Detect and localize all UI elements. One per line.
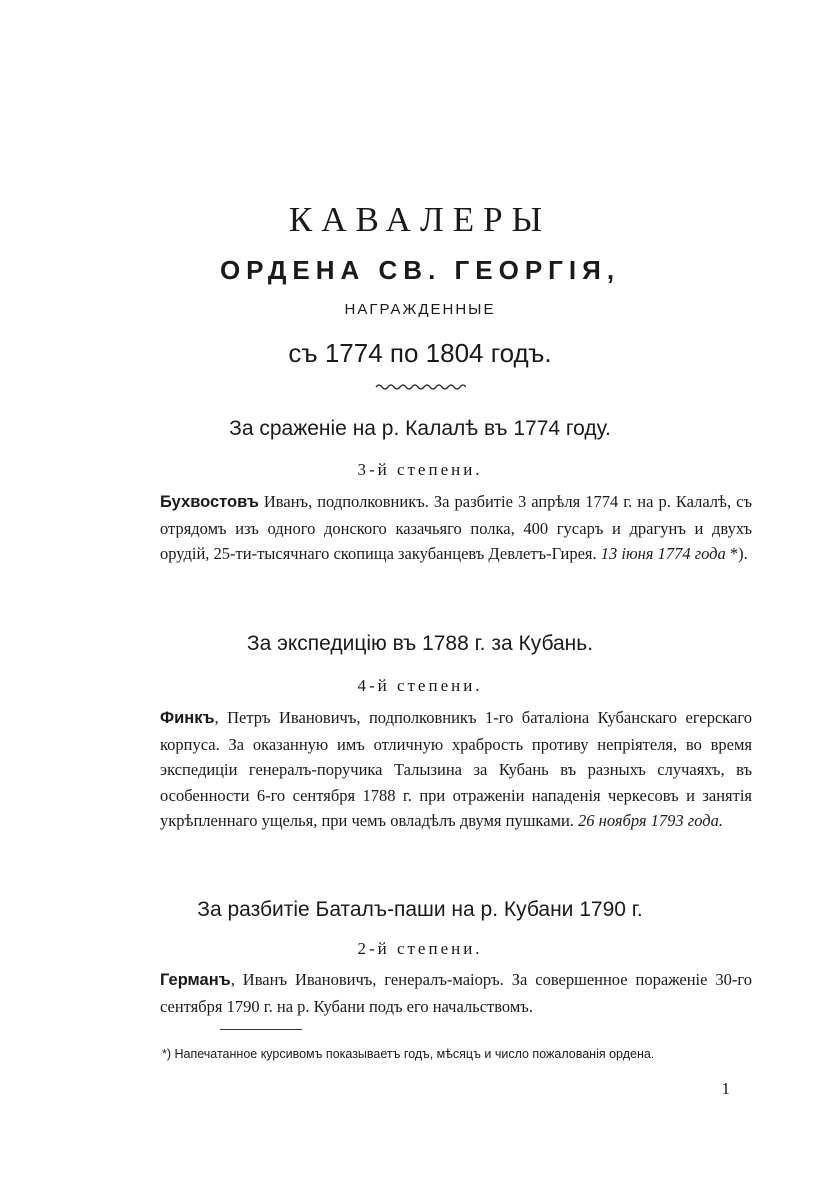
title-line-1: КАВАЛЕРЫ [288,200,552,239]
section-heading-2: За экспедицію въ 1788 г. за Кубань. [246,632,594,655]
entry-text: , Иванъ Ивановичъ, генералъ-маіоръ. За совершенное пораженіе 30-го сентября 1790 г. на р. Кубани подъ его начальствомъ. [160,970,752,1016]
section-entry-3 [160,967,752,1019]
page-number: 1 [721,1079,730,1098]
entry-tail: *). [725,544,748,564]
footnote: *) Напечатанное курсивомъ показываетъ годъ, мѣсяцъ и число пожалованія ордена. [162,1047,655,1061]
section-degree-3: 2-й степени. [357,939,483,958]
title-ornament [0,382,840,392]
title-line-2: ОРДЕНА СВ. ГЕОРГІЯ, [219,255,621,285]
section-entry-2 [160,705,752,834]
entry-name: Германъ [160,971,231,989]
footnote-divider [220,1029,302,1030]
entry-text: Иванъ, подполковникъ. За разбитіе 3 апрѣля 1774 г. на р. Калалѣ, съ отрядомъ изъ одного донского казачьяго полка, 400 гусаръ и драгунъ и двухъ орудій, 25-ти-тысячнаго скопища закубанцевъ Девлетъ-Гирея. [160,492,752,564]
title-line-4: съ 1774 по 1804 годъ. [288,338,552,368]
entry-name: Финкъ [160,709,215,727]
entry-name: Бухвостовъ [160,493,259,511]
section-entry-1 [160,489,752,567]
section-heading-3: За разбитіе Баталъ-паши на р. Кубани 1790 г. [197,898,643,921]
entry-date: 13 іюня 1774 года [600,544,726,564]
entry-text: , Петръ Ивановичъ, подполковникъ 1-го баталіона Кубанскаго егерскаго корпуса. За оказанную имъ отличную храбрость противу непріятеля, во время экспедиціи генералъ-поручика Талызина за Кубань въ разныхъ случаяхъ, въ особенности 6-го сентября 1788 г. при отраженіи нападенія черкесовъ и занятія укрѣпленнаго ущелья, при чемъ овладѣлъ двумя пушками. [160,708,752,831]
section-heading-1: За сраженіе на р. Калалѣ въ 1774 году. [229,417,611,440]
section-degree-2: 4-й степени. [357,676,483,695]
section-degree-1: 3-й степени. [357,460,483,479]
title-line-3: НАГРАЖДЕННЫЕ [344,301,496,318]
entry-date: 26 ноября 1793 года. [578,811,724,831]
